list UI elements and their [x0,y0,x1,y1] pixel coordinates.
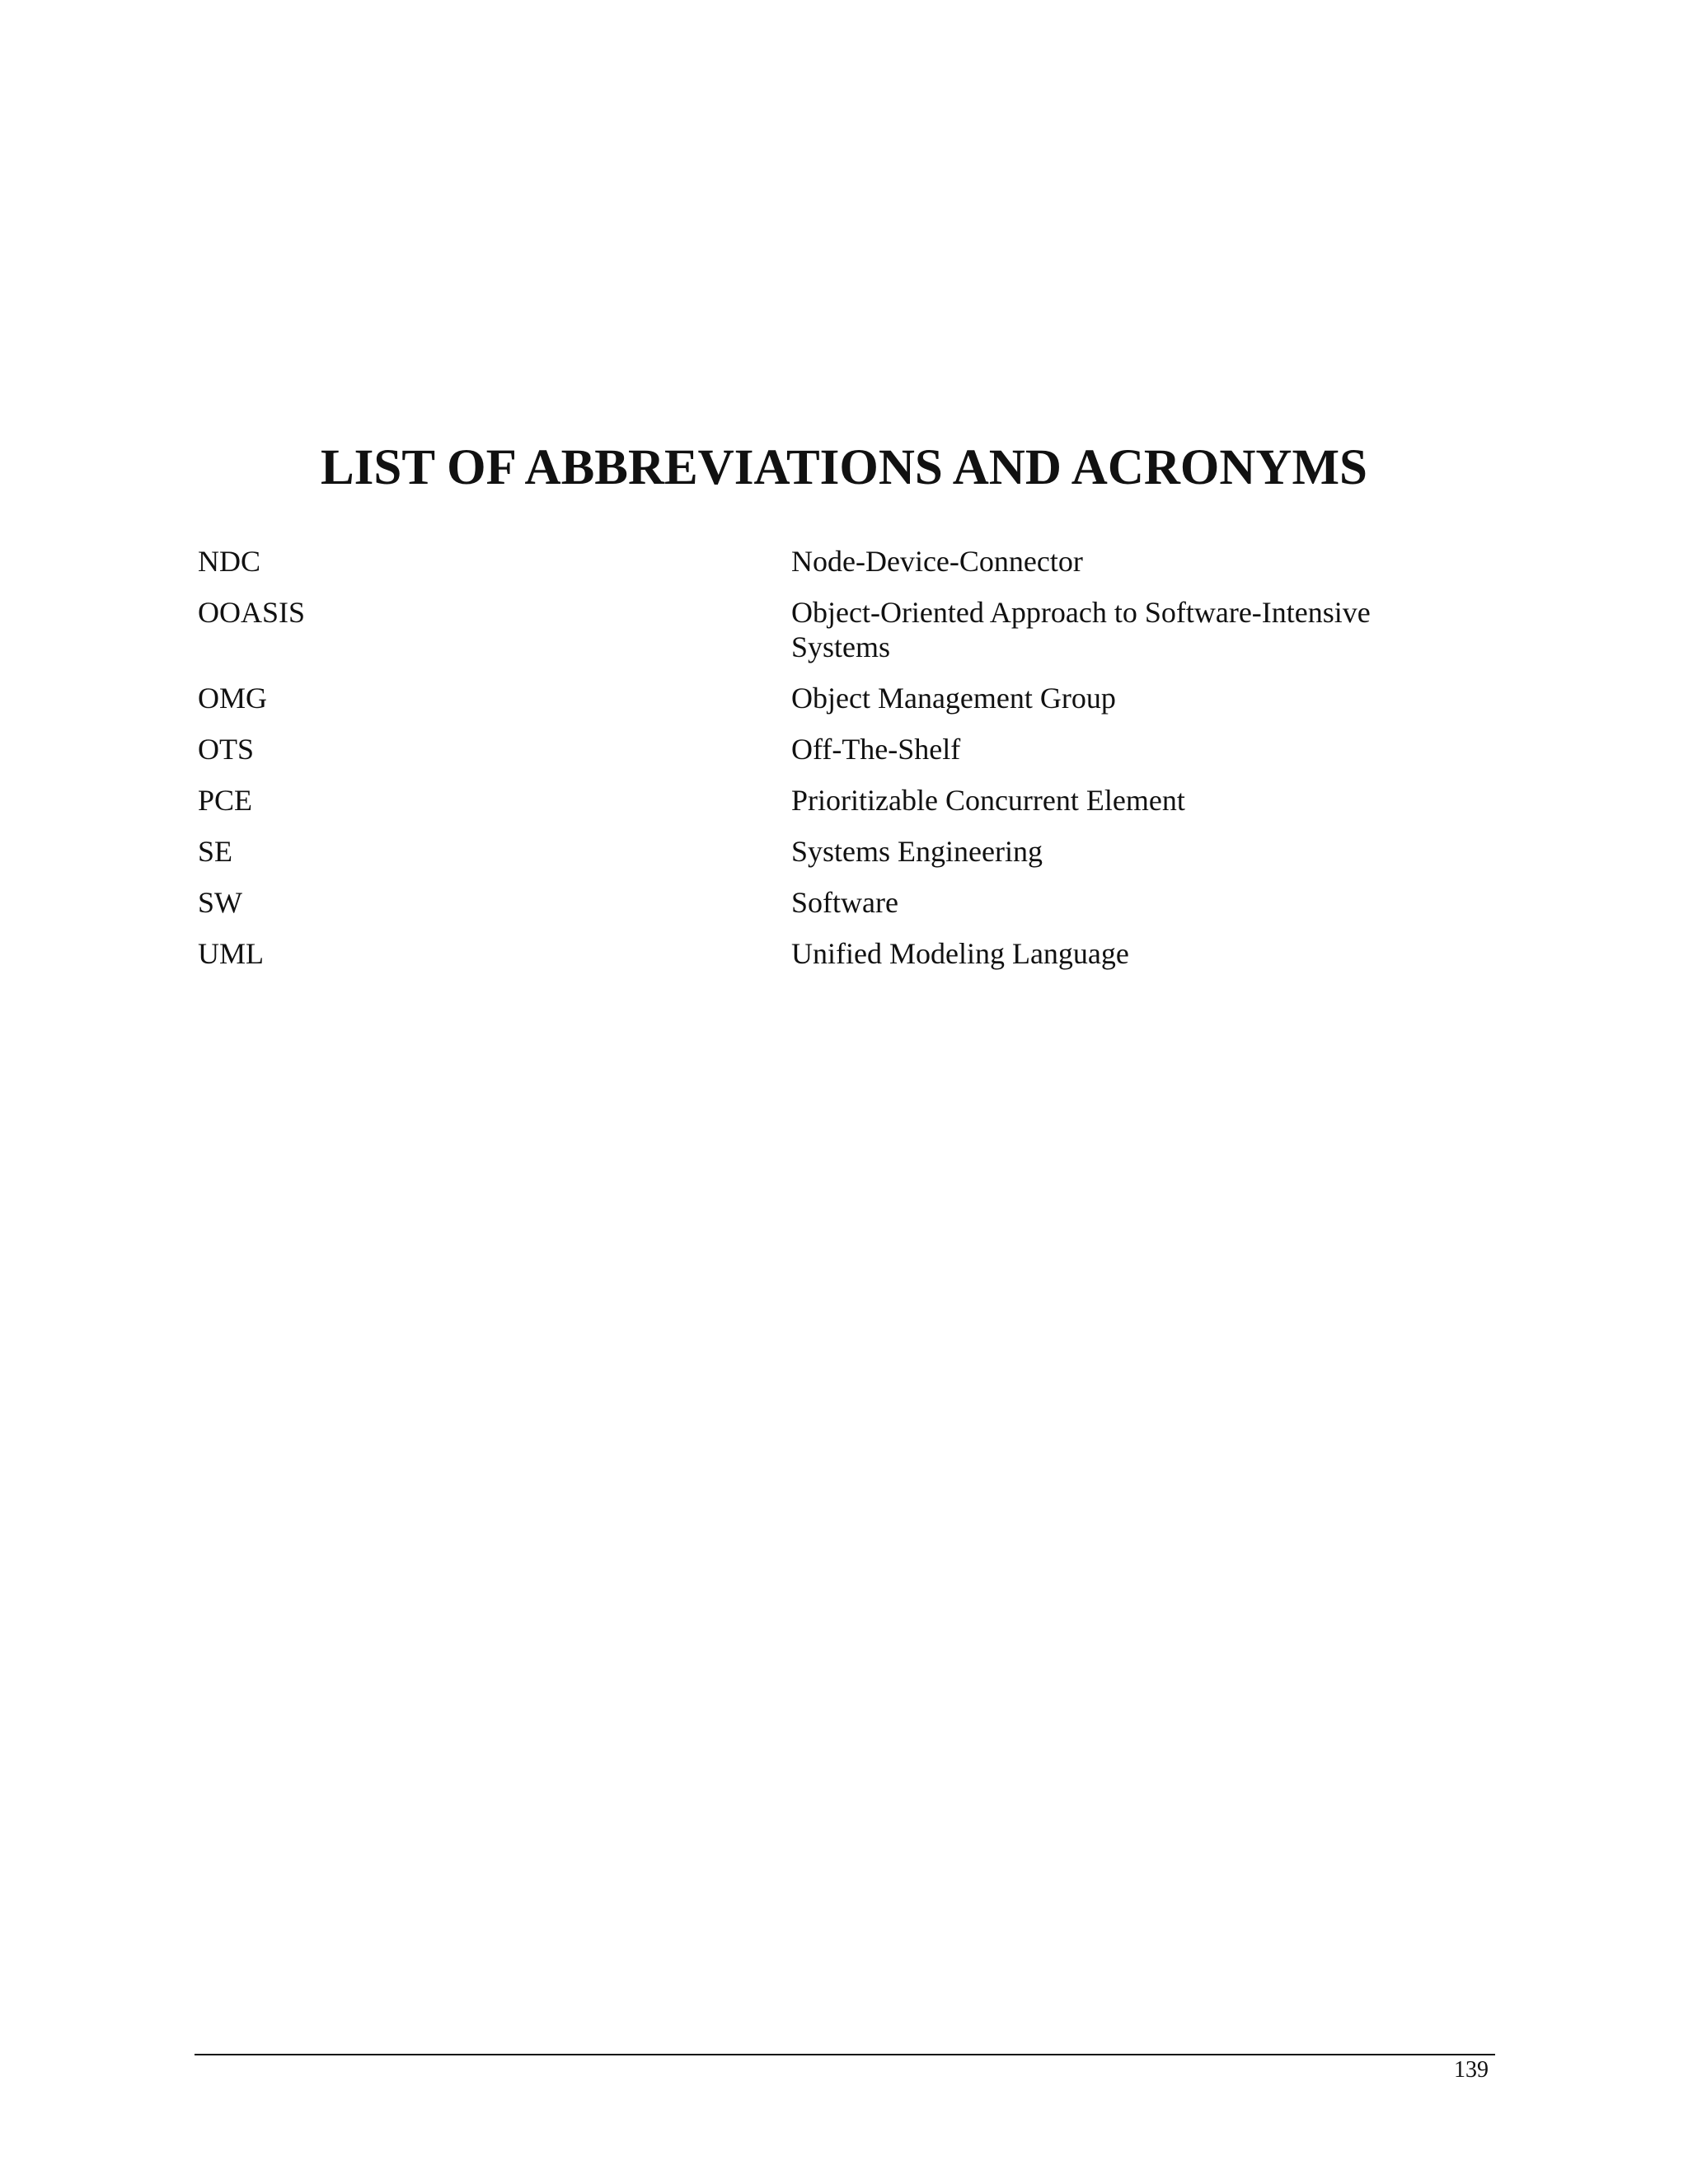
abbreviation-row [198,783,1484,818]
abbreviation-definition: Object-Oriented Approach to Software-Intensive Systems [791,596,1371,663]
page-number: 139 [1454,2057,1489,2083]
abbreviation-row [198,595,1484,664]
abbreviation-definition: Unified Modeling Language [791,937,1129,970]
abbreviation-term: SE [198,835,233,868]
abbreviation-row [198,885,1484,920]
abbreviation-term: UML [198,937,264,970]
page-title: LIST OF ABBREVIATIONS AND ACRONYMS [321,440,1367,495]
abbreviation-definition: Node-Device-Connector [791,545,1083,578]
abbreviation-term: OTS [198,733,255,766]
abbreviation-row [198,732,1484,766]
abbreviation-term: NDC [198,545,261,578]
abbreviation-definition: Off-The-Shelf [791,733,961,766]
abbreviation-row [198,681,1484,715]
abbreviation-term: SW [198,886,242,919]
abbreviation-row [198,544,1484,579]
abbreviation-term: OMG [198,682,268,715]
footer-divider [195,2054,1495,2055]
abbreviation-definition: Prioritizable Concurrent Element [791,784,1185,817]
abbreviation-term: PCE [198,784,253,817]
abbreviation-definition: Object Management Group [791,682,1116,715]
abbreviation-term: OOASIS [198,596,306,629]
abbreviation-row [198,834,1484,869]
abbreviation-definition: Systems Engineering [791,835,1043,868]
abbreviation-row [198,936,1484,971]
abbreviation-list [198,544,1484,971]
abbreviation-definition: Software [791,886,898,919]
